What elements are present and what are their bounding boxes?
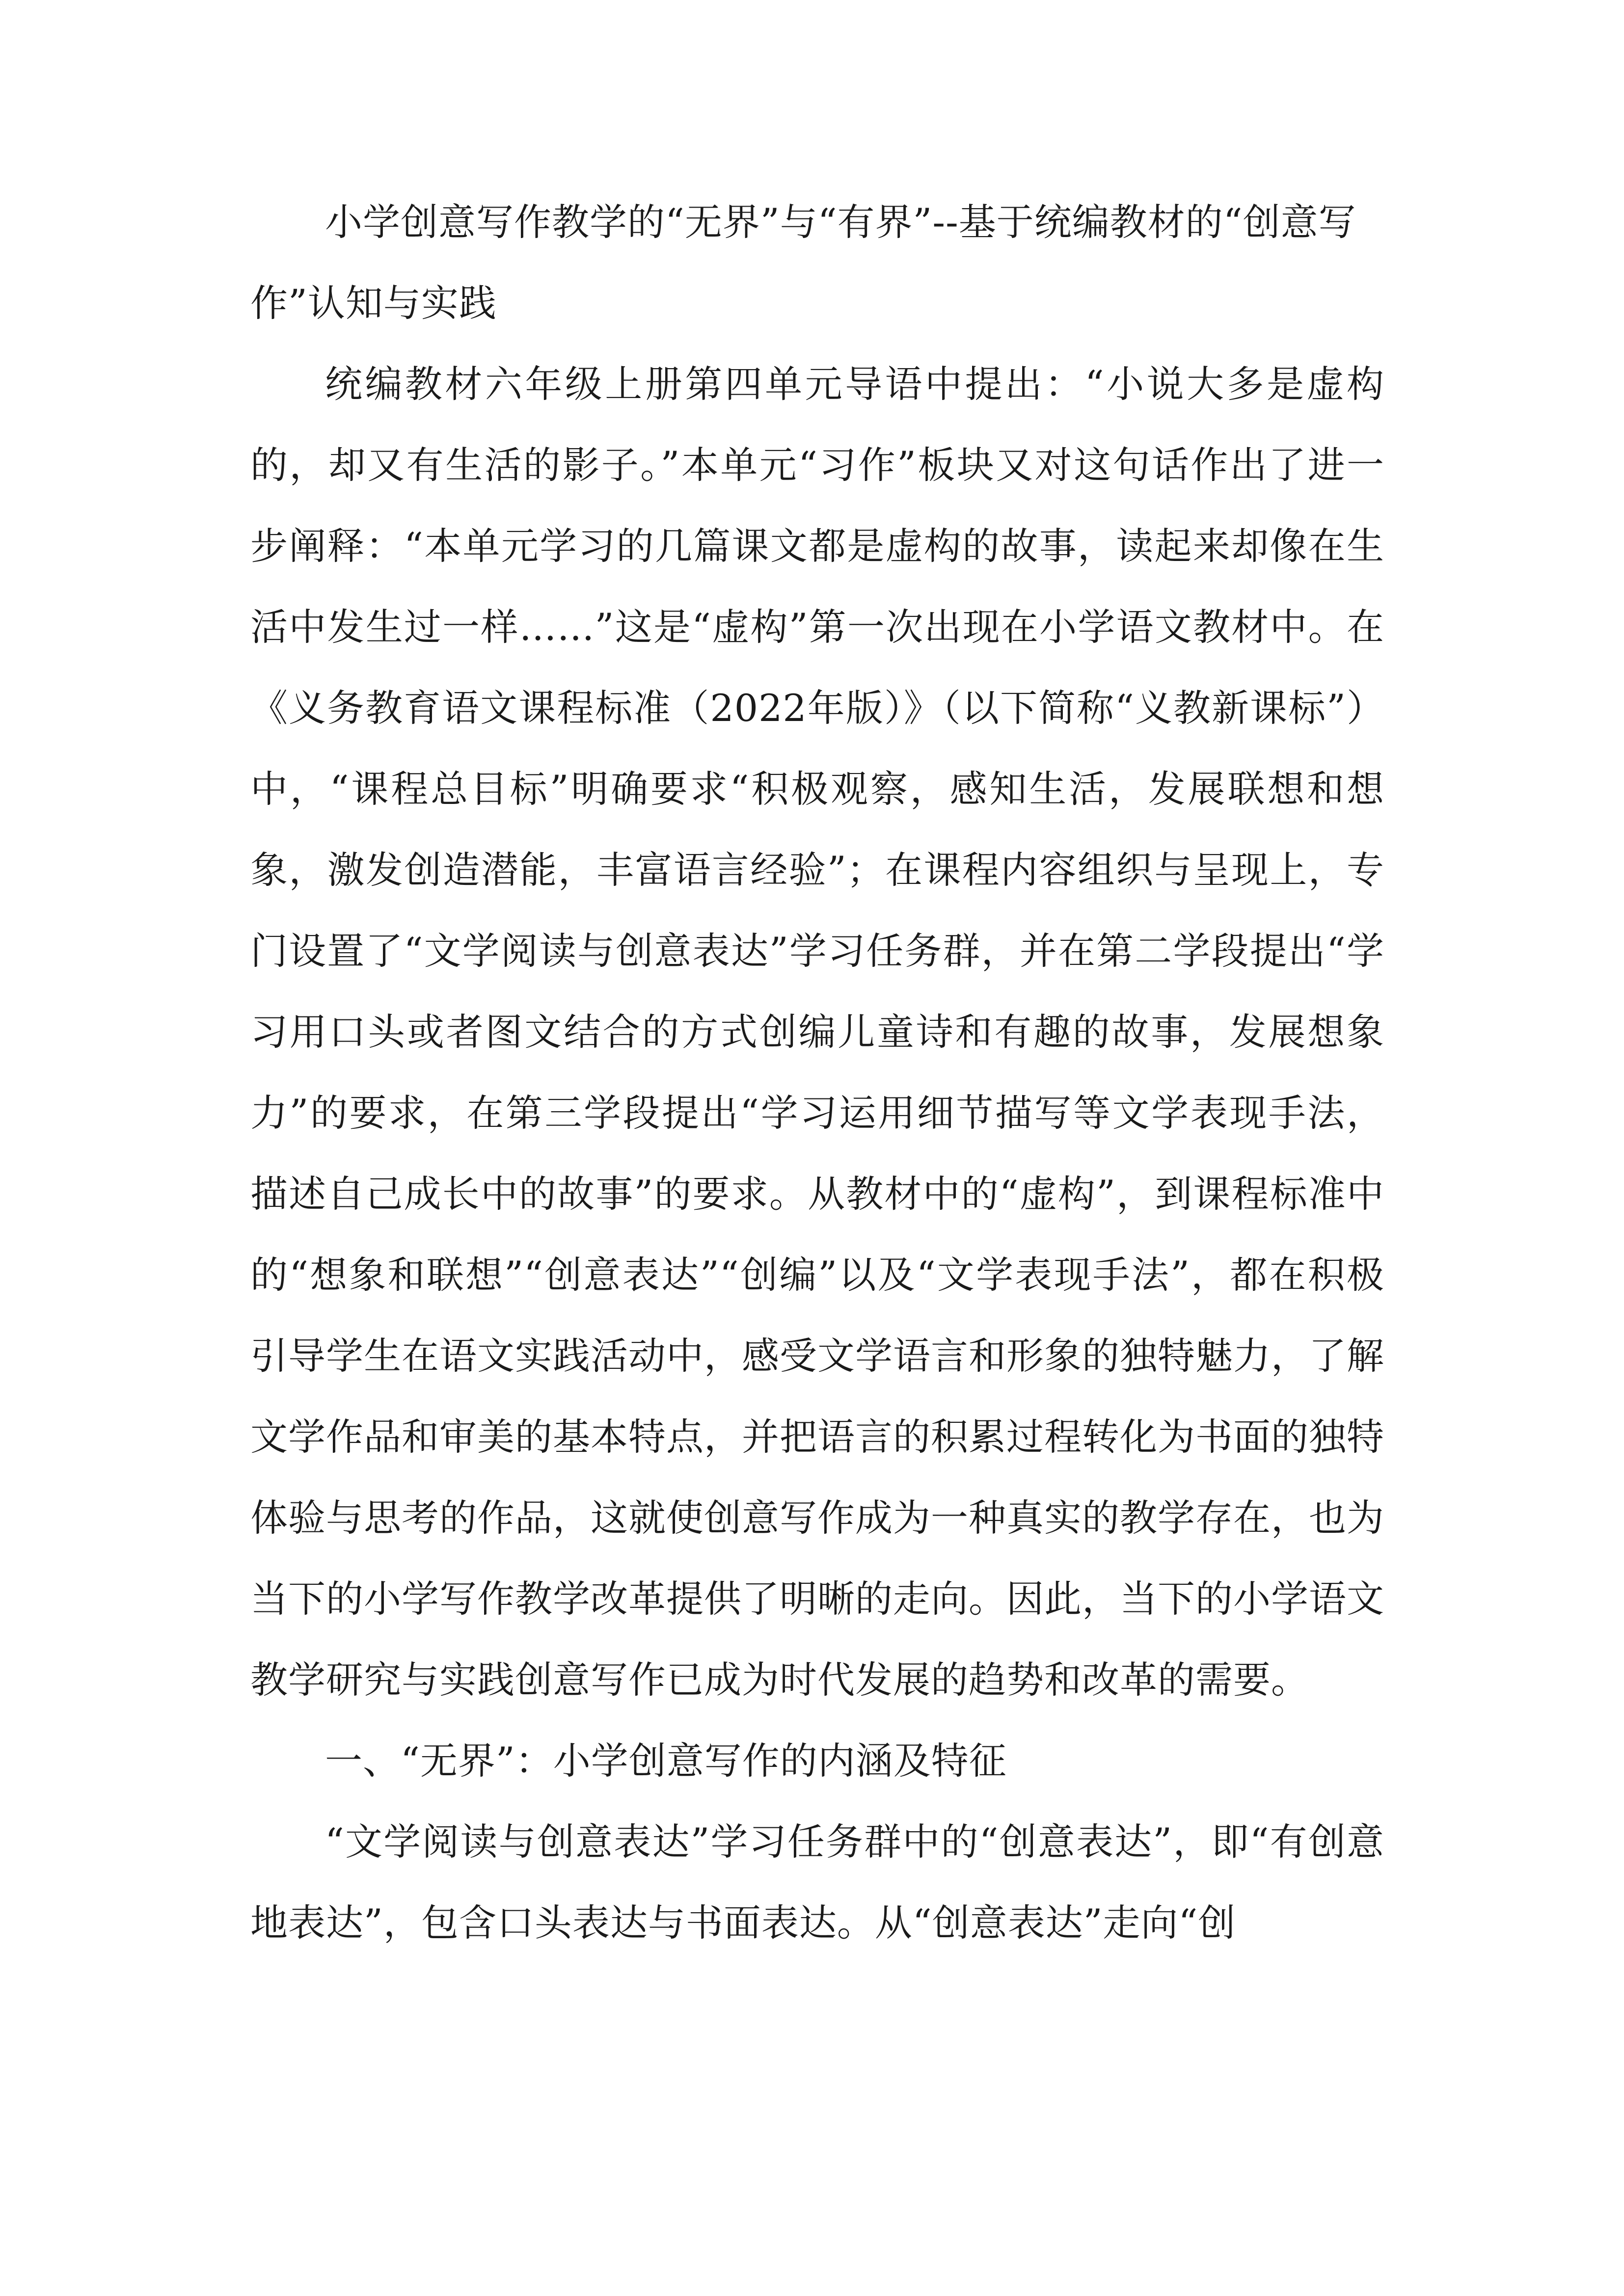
section-paragraph: “文学阅读与创意表达”学习任务群中的“创意表达”，即“有创意地表达”，包含口头表达与书面表达。从“创意表达”走向“创 [250,1820,1384,1945]
section-heading: 一、“无界”：小学创意写作的内涵及特征 [325,1739,1007,1783]
body-paragraph: 统编教材六年级上册第四单元导语中提出：“小说大多是虚构的，却又有生活的影子。”本单元“习作”板块又对这句话作出了进一步阐释：“本单元学习的几篇课文都是虚构的故事，读起来却像在生活中发生过一样……”这是“虚构”第一次出现在小学语文教材中。在《义务教育语文课程标准（2022年版）》（以下简称“义教新课标”）中，“课程总目标”明确要求“积极观察，感知生活，发展联想和想象，激发创造潜能，丰富语言经验”；在课程内容组织与呈现上，专门设置了“文学阅读与创意表达”学习任务群，并在第二学段提出“学习用口头或者图文结合的方式创编儿童诗和有趣的故事，发展想象力”的要求，在第三学段提出“学习运用细节描写等文学表现手法，描述自己成长中的故事”的要求。从教材中的“虚构”，到课程标准中的“想象和联想”“创意表达”“创编”以及“文学表现手法”，都在积极引导学生在语文实践活动中，感受文学语言和形象的独特魅力，了解文学作品和审美的基本特点，并把语言的积累过程转化为书面的独特体验与思考的作品，这就使创意写作成为一种真实的教学存在，也为当下的小学写作教学改革提供了明晰的走向。因此，当下的小学语文教学研究与实践创意写作已成为时代发展的趋势和改革的需要。 [250,362,1384,1702]
document-title: 小学创意写作教学的“无界”与“有界”--基于统编教材的“创意写作”认知与实践 [250,200,1356,325]
document-body [250,182,1384,1963]
